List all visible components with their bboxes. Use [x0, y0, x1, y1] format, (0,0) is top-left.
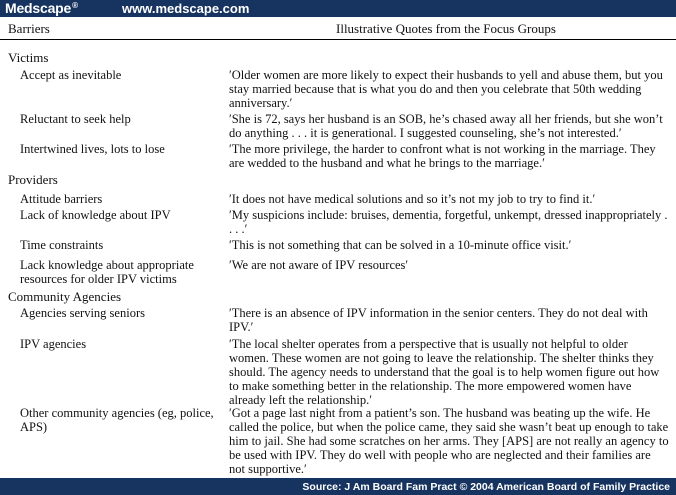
brand-name: Medscape [5, 0, 72, 16]
quote-text: ′We are not aware of IPV resources′ [229, 258, 409, 272]
barrier-label: Accept as inevitable [20, 68, 122, 82]
section-title-victims: Victims [8, 50, 49, 65]
section-title-community-agencies: Community Agencies [8, 289, 122, 304]
brand-registered-mark: ® [72, 1, 78, 10]
source-footer [0, 478, 676, 495]
barrier-label: Agencies serving seniors [20, 306, 145, 320]
barrier-label: Reluctant to seek help [20, 112, 131, 126]
barrier-label: Lack knowledge about appropriate resources for older IPV victims [20, 258, 194, 286]
site-url-link[interactable]: www.medscape.com [122, 1, 250, 16]
barrier-label: Time constraints [20, 238, 104, 252]
quote-text: ′The local shelter operates from a perspective that is usually not helpful to older women. These women are not going to leave the relationship. The shelter thinks they should. The agency needs to understand that the goal is to help women figure out how to make something better in the relationship. The more empowered women have already left the relationship.′ [229, 337, 660, 407]
quote-text: ′There is an absence of IPV information in the senior centers. They do not deal with IPV.′ [229, 306, 648, 334]
quote-text: ′My suspicions include: bruises, dementia, forgetful, unkempt, dressed inappropriately . . . .′ [229, 208, 668, 236]
barrier-label: Lack of knowledge about IPV [20, 208, 171, 222]
site-header [0, 0, 676, 17]
barriers-table [0, 40, 676, 478]
barrier-label: Attitude barriers [20, 192, 103, 206]
column-header-barriers: Barriers [8, 21, 50, 36]
quote-text: ′Older women are more likely to expect their husbands to yell and abuse them, but you stay married because that is what you do and then you celebrate that 50th wedding anniversary.′ [229, 68, 663, 110]
quote-text: ′She is 72, says her husband is an SOB, he’s chased away all her friends, but she won’t do anything . . . it is generational. I suggested counseling, she’s not interested.′ [229, 112, 663, 140]
table-header [0, 17, 676, 40]
source-citation: Source: J Am Board Fam Pract © 2004 American Board of Family Practice [302, 481, 670, 493]
barrier-label: Other community agencies (eg, police, APS) [20, 406, 214, 434]
barrier-label: IPV agencies [20, 337, 87, 351]
quote-text: ′This is not something that can be solved in a 10-minute office visit.′ [229, 238, 572, 252]
quote-text: ′Got a page last night from a patient’s son. The husband was beating up the wife. He called the police, but when the police came, they said she wasn’t beat up enough to take him to jail. She had some scratches on her arms. They [APS] are not really an agency to be used with IPV. They do well with people who are neglected and their families are not supportive.′ [229, 406, 669, 476]
section-title-providers: Providers [8, 172, 58, 187]
column-header-quotes: Illustrative Quotes from the Focus Groups [336, 21, 556, 36]
medscape-logo[interactable] [5, 0, 78, 16]
quote-text: ′It does not have medical solutions and so it’s not my job to try to find it.′ [229, 192, 596, 206]
quote-text: ′The more privilege, the harder to confront what is not working in the marriage. They are wedded to the husband and what he brings to the marriage.′ [229, 142, 656, 170]
barrier-label: Intertwined lives, lots to lose [20, 142, 165, 156]
